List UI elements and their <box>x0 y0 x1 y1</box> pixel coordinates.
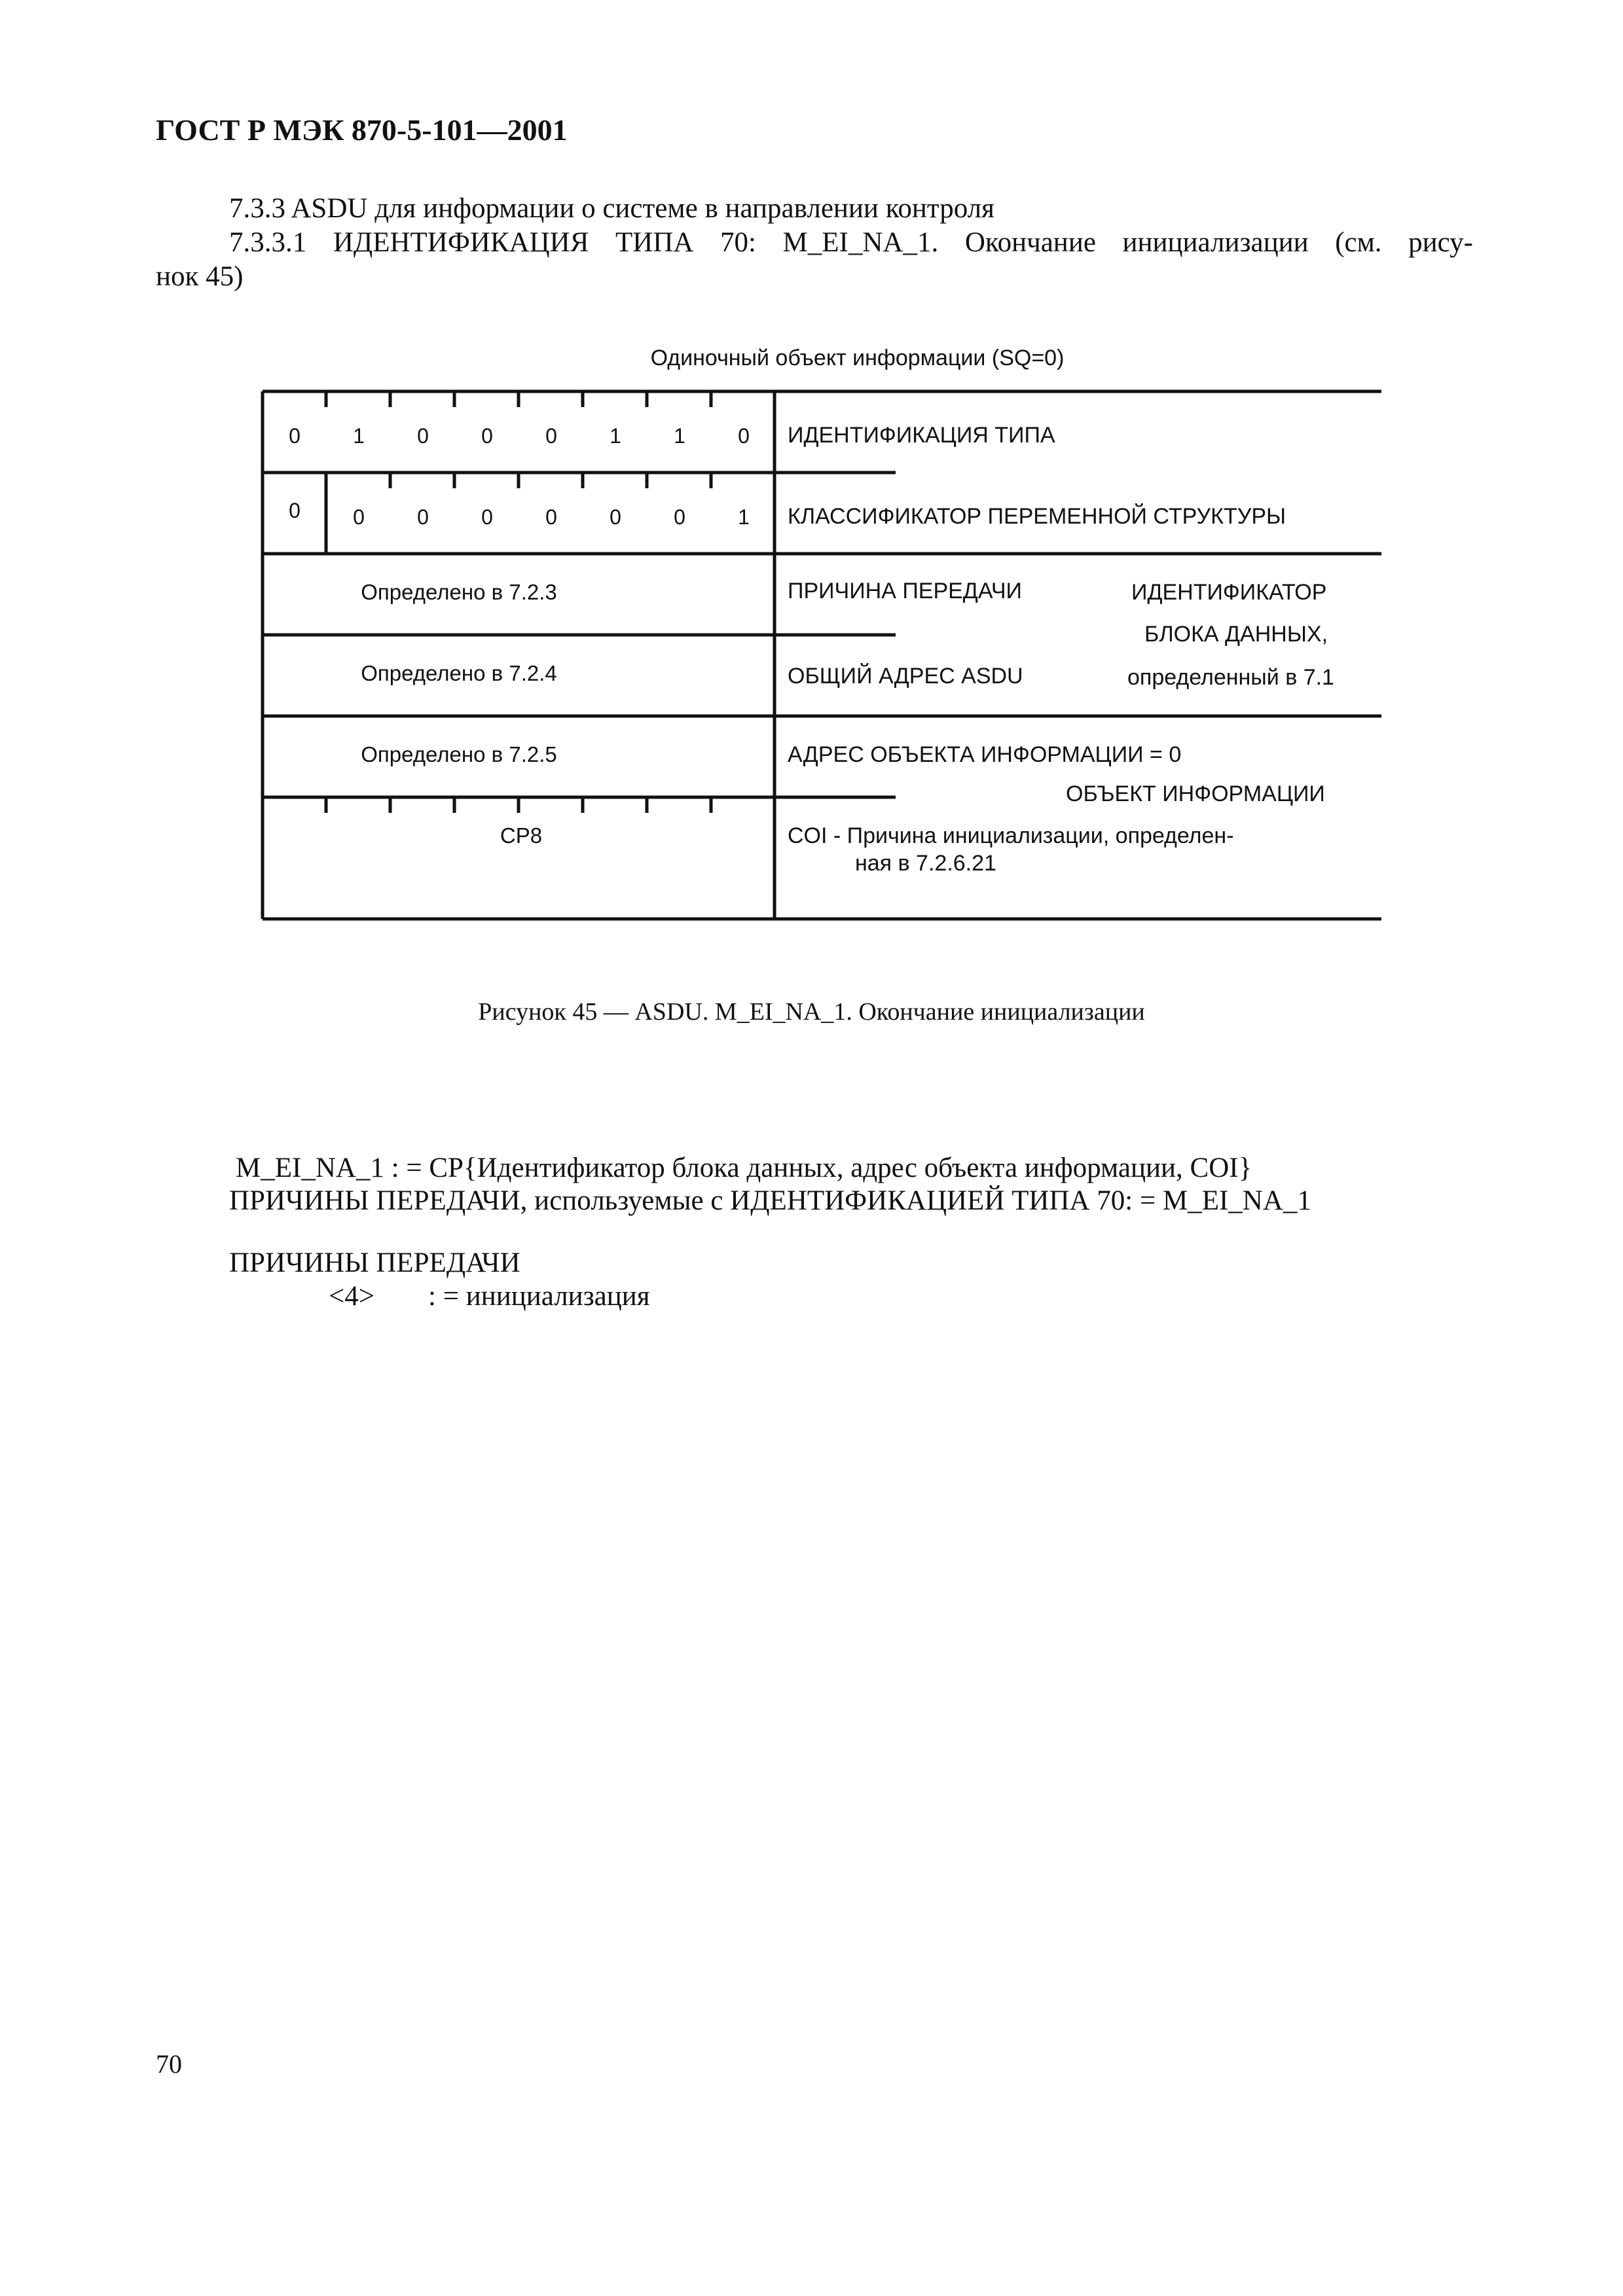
cot-heading: ПРИЧИНЫ ПЕРЕДАЧИ <box>229 1247 520 1278</box>
document-header: ГОСТ Р МЭК 870-5-101—2001 <box>156 113 568 147</box>
definition-cot-usage: ПРИЧИНЫ ПЕРЕДАЧИ, используемые с ИДЕНТИФИКАЦИЕЙ ТИПА 70: = M_EI_NA_1 <box>229 1185 1311 1216</box>
vsq-bit-1: 1 <box>738 505 750 529</box>
cot-entry <box>329 1280 650 1312</box>
type-bit-7: 1 <box>353 424 365 448</box>
data-unit-id-label-3: определенный в 7.1 <box>1127 665 1334 690</box>
common-address-cell: Определено в 7.2.4 <box>361 661 557 685</box>
coi-label-line-2: ная в 7.2.6.21 <box>855 851 996 876</box>
section-heading-7-3-3: 7.3.3 ASDU для информации о системе в направлении контроля <box>229 193 994 224</box>
ioa-cell: Определено в 7.2.5 <box>361 742 557 766</box>
data-unit-id-label-1: ИДЕНТИФИКАТОР <box>1131 580 1327 605</box>
cot-value: : = инициализация <box>428 1281 650 1312</box>
type-bit-3: 1 <box>610 424 621 448</box>
vsq-bit-6: 0 <box>417 505 429 529</box>
cot-cell: Определено в 7.2.3 <box>361 580 557 604</box>
common-address-label: ОБЩИЙ АДРЕС ASDU <box>788 664 1023 689</box>
figure-caption: Рисунок 45 — ASDU. M_EI_NA_1. Окончание инициализации <box>478 998 1145 1026</box>
vsq-bit-2: 0 <box>674 505 685 529</box>
section-heading-7-3-3-1-continued: нок 45) <box>156 261 244 292</box>
page-number: 70 <box>156 2049 182 2079</box>
cot-code: <4> <box>329 1281 375 1312</box>
coi-cell: CP8 <box>500 823 543 848</box>
vsq-bit-5: 0 <box>481 505 493 529</box>
type-bit-6: 0 <box>417 424 429 448</box>
vsq-bit-4: 0 <box>545 505 557 529</box>
type-bit-2: 1 <box>674 424 685 448</box>
figure-title: Одиночный объект информации (SQ=0) <box>650 346 1065 370</box>
type-bit-8: 0 <box>289 424 301 448</box>
vsq-bit-7: 0 <box>353 505 365 529</box>
vsq-bit-sq: 0 <box>289 499 301 522</box>
ioa-label: АДРЕС ОБЪЕКТА ИНФОРМАЦИИ = 0 <box>788 742 1182 767</box>
vsq-bit-3: 0 <box>610 505 621 529</box>
section-heading-7-3-3-1: 7.3.3.1 ИДЕНТИФИКАЦИЯ ТИПА 70: M_EI_NA_1. Окончание инициализации (см. рису- <box>229 227 1473 258</box>
coi-label-line-1: COI - Причина инициализации, определен- <box>788 823 1234 848</box>
type-bit-1: 0 <box>738 424 750 448</box>
type-identification-label: ИДЕНТИФИКАЦИЯ ТИПА <box>788 423 1055 448</box>
type-bit-4: 0 <box>545 424 557 448</box>
type-bit-5: 0 <box>481 424 493 448</box>
data-unit-id-label-2: БЛОКА ДАННЫХ, <box>1144 622 1328 647</box>
information-object-label: ОБЪЕКТ ИНФОРМАЦИИ <box>1066 781 1325 806</box>
vsq-label: КЛАССИФИКАТОР ПЕРЕМЕННОЙ СТРУКТУРЫ <box>788 504 1286 529</box>
definition-m-ei-na-1: M_EI_NA_1 : = CP{Идентификатор блока данных, адрес объекта информации, COI} <box>236 1153 1252 1183</box>
cot-label: ПРИЧИНА ПЕРЕДАЧИ <box>788 579 1022 603</box>
